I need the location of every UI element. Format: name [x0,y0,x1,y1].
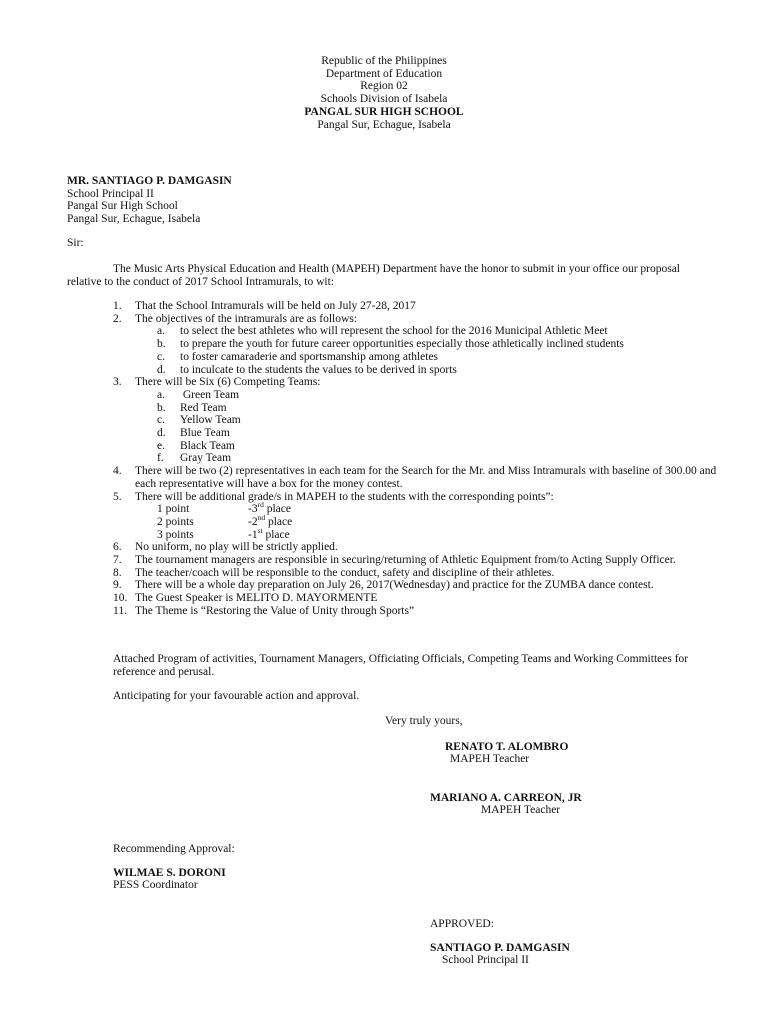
anticipating-line: Anticipating for your favourable action and approval. [113,690,360,702]
list-item: 5. There will be additional grade/s in MAPEH to the students with the corresponding points”: [113,490,554,503]
team-item: d. Blue Team [157,427,230,440]
header-line-region: Region 02 [360,80,408,93]
recipient-title: School Principal II [67,187,154,200]
sub-item: b. to prepare the youth for future career opportunities especially those athletically inclined students [157,338,624,351]
signatory-3-title: PESS Coordinator [113,879,198,891]
points-row: 3 points -1st place [157,525,290,541]
signatory-4-name: SANTIAGO P. DAMGASIN [430,942,570,954]
list-item: 8. The teacher/coach will be responsible to the conduct, safety and discipline of their athletes. [113,566,555,579]
list-item: 4. There will be two (2) representatives in each team for the Search for the Mr. and Miss Intramurals with baseline of 300.00 and each representative will have a box for the money contest. [113,465,717,490]
list-item: 7. The tournament managers are responsible in securing/returning of Athletic Equipment from/to Acting Supply Officer. [113,554,676,567]
letterhead [0,55,768,131]
team-item: b. Red Team [157,401,227,414]
signatory-1-name: RENATO T. ALOMBRO [445,741,569,753]
approved-label: APPROVED: [430,918,494,930]
recipient-location: Pangal Sur, Echague, Isabela [67,213,201,226]
header-line-division: Schools Division of Isabela [320,93,448,106]
signatory-3-name: WILMAE S. DORONI [113,867,226,879]
team-item: c. Yellow Team [157,414,241,427]
header-school-name: PANGAL SUR HIGH SCHOOL [304,105,464,118]
points-row: 2 points -2nd place [157,513,293,528]
list-item: 6. No uniform, no play will be strictly applied. [113,541,338,554]
sub-item: a. to select the best athletes who will represent the school for the 2016 Municipal Athletic Meet [157,325,608,338]
salutation: Sir: [67,237,84,249]
closing-line: Very truly yours, [385,715,463,727]
recipient-school: Pangal Sur High School [67,200,178,213]
list-item: 11. The Theme is “Restoring the Value of Unity through Sports” [113,604,415,617]
attached-paragraph: Attached Program of activities, Tournament Managers, Officiating Officials, Competing Teams and Working Committees for reference and perusal. [113,653,689,678]
list-item: 3. There will be Six (6) Competing Teams: [113,376,321,389]
list-item: 10. The Guest Speaker is MELITO D. MAYORMENTE [113,592,378,605]
team-item: e. Black Team [157,439,235,452]
header-line-department: Department of Education [325,67,443,80]
recommending-approval-label: Recommending Approval: [113,843,235,855]
list-item: 2. The objectives of the intramurals are as follows: [113,312,357,325]
list-item: 1. That the School Intramurals will be held on July 27-28, 2017 [113,300,416,312]
signatory-2-title: MAPEH Teacher [481,804,561,816]
team-item: f. Gray Team [157,452,232,465]
sub-item: c. to foster camaraderie and sportsmanship among athletes [157,350,439,363]
header-location: Pangal Sur, Echague, Isabela [317,118,451,131]
points-row: 1 point -3rd place [157,500,291,516]
header-line-republic: Republic of the Philippines [321,55,447,67]
signatory-1-title: MAPEH Teacher [450,753,530,765]
recipient-address [67,175,232,226]
recipient-name: MR. SANTIAGO P. DAMGASIN [67,175,232,187]
signatory-2-name: MARIANO A. CARREON, JR [430,792,582,804]
signatory-4-title: School Principal II [442,954,529,966]
team-item: a. Green Team [157,388,240,401]
proposal-list [113,300,728,618]
sub-item: d. to inculcate to the students the values to be derived in sports [157,363,457,376]
intro-paragraph: The Music Arts Physical Education and Health (MAPEH) Department have the honor to submit in your office our proposal relative to the conduct of 2017 School Intramurals, to wit: [67,263,681,288]
list-item: 9. There will be a whole day preparation on July 26, 2017(Wednesday) and practice for the ZUMBA dance contest. [113,579,654,592]
